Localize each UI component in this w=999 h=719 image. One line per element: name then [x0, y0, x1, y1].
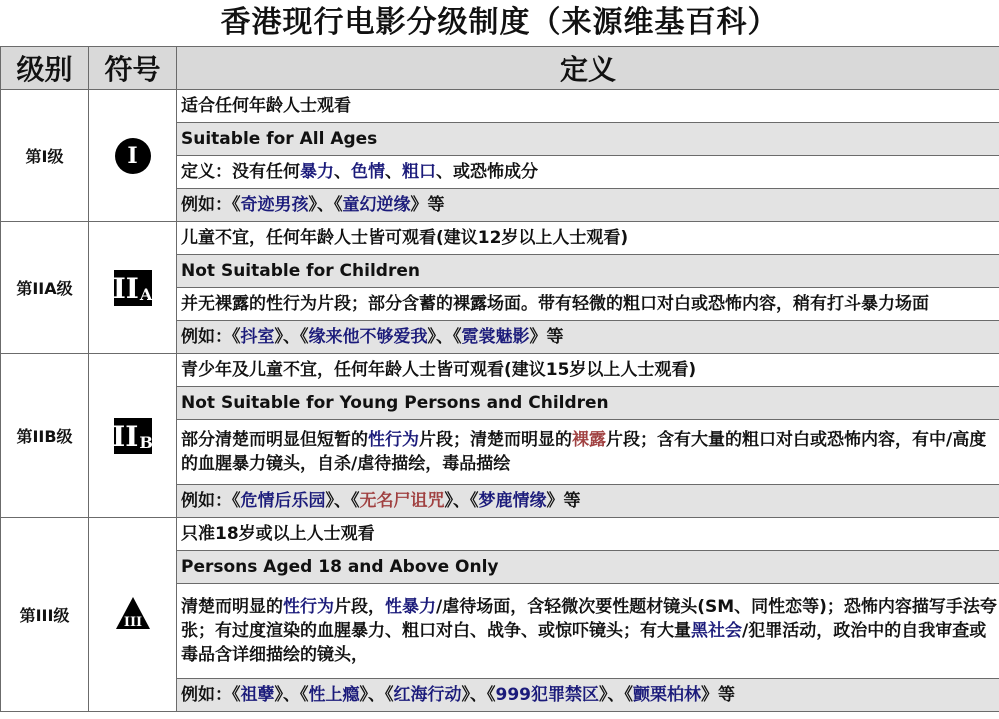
text-segment: 、或恐怖成分 — [436, 162, 538, 182]
level-cell: 第IIB级 — [1, 354, 89, 518]
text-segment: 性暴力 — [385, 597, 436, 617]
text-segment: 奇迹男孩 — [240, 195, 309, 215]
text-segment: 性上瘾 — [308, 685, 360, 705]
definition-line — [177, 156, 999, 189]
symbol-cell — [89, 518, 177, 712]
text-segment: 》、《 — [599, 685, 633, 705]
text-segment: 色情 — [351, 162, 385, 182]
text-segment: Suitable for All Ages — [181, 129, 378, 149]
rating-triangle-icon — [114, 595, 152, 631]
text-segment: 例如：《 — [181, 327, 241, 347]
header-symbol: 符号 — [89, 47, 177, 90]
definition-line — [177, 321, 999, 354]
symbol-main: III — [123, 614, 142, 630]
text-segment: 暴力 — [300, 162, 334, 182]
text-segment: Not Suitable for Young Persons and Children — [181, 393, 609, 413]
text-segment: 颤栗柏林 — [633, 685, 701, 705]
text-segment: 童幻逆缘 — [342, 195, 411, 215]
text-segment: 并无裸露的性行为片段；部分含蓄的裸露场面。带有轻微的粗口对白或恐怖内容，稍有打斗暴力场面 — [181, 294, 929, 314]
definition-line — [177, 189, 999, 222]
text-segment: 只准18岁或以上人士观看 — [181, 524, 375, 544]
definition-line — [177, 518, 999, 551]
definition-line — [177, 255, 999, 288]
symbol-main: II — [112, 271, 139, 305]
text-segment: 抖室 — [240, 327, 275, 347]
symbol-sub: B — [139, 432, 153, 452]
text-segment: 》等 — [529, 327, 564, 347]
text-segment: 》、《 — [274, 685, 309, 705]
table-header-row — [1, 47, 999, 90]
definition-line — [177, 387, 999, 420]
definition-line — [177, 222, 999, 255]
rating-square-icon — [114, 270, 152, 306]
text-segment: Not Suitable for Children — [181, 261, 420, 281]
text-segment: 》、《 — [308, 195, 343, 215]
text-segment: 无名尸诅咒 — [359, 491, 445, 511]
text-segment: 片段；含有大量的粗口对白或恐怖内容，有中/高度的血腥暴力镜头，自杀/虐待描绘，毒品描绘 — [181, 430, 987, 474]
text-segment: 》等 — [546, 491, 581, 511]
text-segment: 部分清楚而明显但短暂的 — [181, 430, 368, 450]
text-segment: 红海行动 — [393, 685, 462, 705]
text-segment: 例如：《 — [181, 491, 241, 511]
text-segment: 梦鹿情缘 — [478, 491, 547, 511]
definition-line — [177, 420, 999, 485]
text-segment: /虐待场面，含轻微次要性题材镜头(SM、同性恋等)；恐怖内容描写手法夸张；有过度渲染的血腥暴力、粗口对白、战争、或惊吓镜头；有大量 — [181, 597, 997, 641]
level-cell: 第IIA级 — [1, 222, 89, 354]
text-segment: 例如：《 — [181, 195, 241, 215]
text-segment: 清楚而明显的 — [181, 597, 283, 617]
definition-line — [177, 123, 999, 156]
text-segment: 儿童不宜，任何年龄人士皆可观看(建议12岁以上人士观看) — [181, 228, 629, 248]
page-title: 香港现行电影分级制度（来源维基百科） — [220, 5, 779, 40]
definition-line — [177, 584, 999, 679]
text-segment: 999犯罪禁区 — [495, 685, 599, 705]
definition-line — [177, 288, 999, 321]
text-segment: 》、《 — [461, 685, 496, 705]
level-cell: 第I级 — [1, 90, 89, 222]
text-segment: 》等 — [410, 195, 445, 215]
definition-line — [177, 354, 999, 387]
text-segment: 黑社会 — [691, 621, 742, 641]
text-segment: 霓裳魅影 — [461, 327, 530, 347]
text-segment: 定义：没有任何 — [181, 162, 300, 182]
text-segment: 性行为 — [283, 597, 334, 617]
symbol-cell — [89, 354, 177, 518]
text-segment: 》、《 — [444, 491, 479, 511]
symbol-main: II — [112, 419, 139, 453]
table-row — [1, 222, 999, 255]
text-segment: 、 — [334, 162, 351, 182]
table-body — [1, 90, 999, 712]
text-segment: 性行为 — [368, 430, 419, 450]
text-segment: 片段；清楚而明显的 — [419, 430, 572, 450]
text-segment: 》、《 — [325, 491, 360, 511]
table-row — [1, 518, 999, 551]
text-segment: /犯罪活动，政治中的自我审查或毒品含详细描绘的镜头， — [181, 621, 987, 665]
definition-line — [177, 551, 999, 584]
text-segment: 片段， — [334, 597, 385, 617]
text-segment: 粗口 — [402, 162, 436, 182]
text-segment: 》、《 — [427, 327, 462, 347]
text-segment: 》等 — [701, 685, 735, 705]
text-segment: 缘来他不够爱我 — [308, 327, 428, 347]
text-segment: Persons Aged 18 and Above Only — [181, 557, 499, 577]
definition-line — [177, 90, 999, 123]
rating-circle-icon: I — [115, 138, 151, 174]
symbol-cell — [89, 90, 177, 222]
symbol-sub: A — [139, 284, 153, 304]
text-segment: 危情后乐园 — [240, 491, 326, 511]
table-row — [1, 90, 999, 123]
header-level: 级别 — [1, 47, 89, 90]
table-row — [1, 354, 999, 387]
definition-line — [177, 679, 999, 712]
text-segment: 青少年及儿童不宜，任何年龄人士皆可观看(建议15岁以上人士观看) — [181, 360, 697, 380]
text-segment: 适合任何年龄人士观看 — [181, 96, 351, 116]
text-segment: 》、《 — [274, 327, 309, 347]
header-definition: 定义 — [177, 47, 999, 90]
level-cell: 第III级 — [1, 518, 89, 712]
text-segment: 裸露 — [572, 430, 606, 450]
rating-square-icon — [114, 418, 152, 454]
text-segment: 》、《 — [359, 685, 394, 705]
text-segment: 祖孽 — [240, 685, 275, 705]
definition-line — [177, 485, 999, 518]
text-segment: 例如：《 — [181, 685, 241, 705]
rating-table — [0, 46, 999, 712]
text-segment: 、 — [385, 162, 402, 182]
symbol-cell — [89, 222, 177, 354]
